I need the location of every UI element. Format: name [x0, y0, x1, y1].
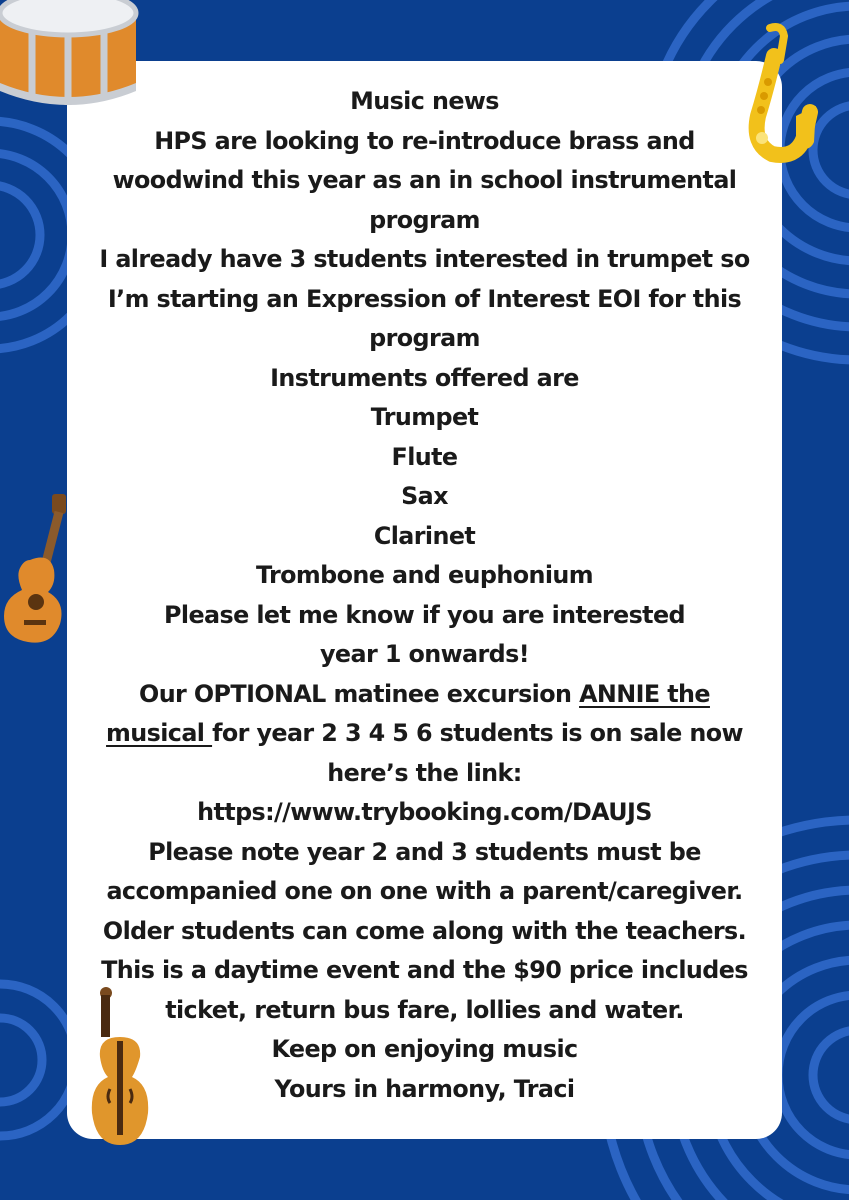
instruments-heading: Instruments offered are	[270, 363, 579, 392]
instrument-item: Sax	[401, 482, 448, 510]
note-line: Older students can come along with the teachers.	[102, 916, 747, 945]
note-line: accompanied one on one with a parent/caregiver.	[106, 877, 743, 905]
intro-line: I already have 3 students interested in trumpet so	[99, 245, 750, 273]
note-line: Please note year 2 and 3 students must be	[148, 837, 701, 866]
note-line: This is a daytime event and the $90 price includes	[101, 956, 748, 984]
guitar-icon	[0, 490, 75, 648]
closing-line: Keep on enjoying music	[271, 1035, 578, 1063]
annie-link[interactable]: ANNIE the	[579, 679, 710, 708]
interest-line: Please let me know if you are interested	[164, 600, 685, 629]
intro-line: program	[369, 205, 480, 234]
intro-line: woodwind this year as an in school instrumental	[112, 166, 737, 194]
flyer-text	[67, 82, 782, 1109]
excursion-suffix: for year 2 3 4 5 6 students is on sale now	[212, 719, 743, 747]
instrument-item: Flute	[391, 442, 458, 471]
excursion-line	[67, 675, 782, 715]
instrument-item: Trombone and euphonium	[255, 561, 594, 589]
excursion-line	[67, 714, 782, 754]
flyer-title: Music news	[350, 87, 499, 115]
signoff-line: Yours in harmony, Traci	[274, 1074, 575, 1103]
link-label: here’s the link:	[327, 758, 522, 787]
instrument-item: Trumpet	[370, 403, 479, 431]
intro-line: program	[369, 324, 480, 352]
note-line: ticket, return bus fare, lollies and water.	[165, 995, 684, 1024]
annie-link-continued[interactable]: musical	[106, 719, 213, 747]
excursion-prefix: Our OPTIONAL matinee excursion	[139, 679, 580, 708]
intro-line: I’m starting an Expression of Interest EOI for this	[107, 284, 742, 313]
instrument-item: Clarinet	[373, 521, 476, 550]
booking-url[interactable]: https://www.trybooking.com/DAUJS	[197, 798, 652, 826]
intro-line: HPS are looking to re-introduce brass and	[154, 126, 695, 155]
interest-line: year 1 onwards!	[320, 640, 529, 668]
